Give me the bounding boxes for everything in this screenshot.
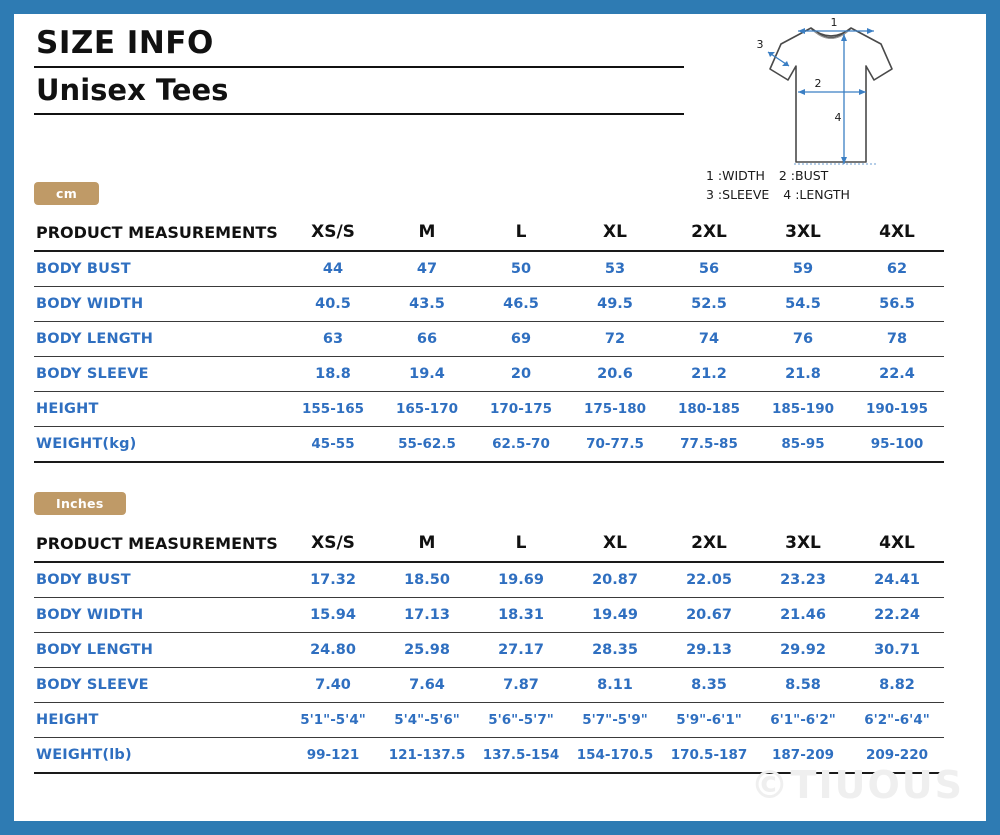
legend-sleeve: 3 :SLEEVE [706, 187, 770, 203]
cm-cell-5-6: 95-100 [850, 427, 944, 463]
diagram-label-4: 4 [834, 111, 842, 124]
cm-cell-1-4: 52.5 [662, 287, 756, 322]
cm-cell-5-5: 85-95 [756, 427, 850, 463]
cm-cell-2-0: 63 [286, 322, 380, 357]
in-col-header-4: XL [568, 525, 662, 562]
cm-cell-3-6: 22.4 [850, 357, 944, 392]
table-row [34, 322, 944, 357]
in-row-label-0: BODY BUST [34, 562, 286, 598]
cm-cell-4-2: 170-175 [474, 392, 568, 427]
legend-line-2 [706, 185, 956, 204]
in-cell-0-2: 19.69 [474, 562, 568, 598]
in-cell-5-0: 99-121 [286, 738, 380, 774]
cm-cell-5-2: 62.5-70 [474, 427, 568, 463]
cm-col-header-3: L [474, 214, 568, 251]
legend-bust: 2 :BUST [778, 168, 829, 183]
cm-cell-2-4: 74 [662, 322, 756, 357]
unit-badge-inches: Inches [34, 492, 126, 515]
legend-length: 4 :LENGTH [783, 187, 850, 203]
in-cell-1-3: 19.49 [568, 598, 662, 633]
in-cell-2-6: 30.71 [850, 633, 944, 668]
unit-badge-cm-wrap [34, 182, 99, 205]
cm-cell-0-4: 56 [662, 251, 756, 287]
title-block [34, 26, 684, 115]
cm-col-header-4: XL [568, 214, 662, 251]
table-row [34, 703, 944, 738]
cm-cell-0-3: 53 [568, 251, 662, 287]
in-cell-2-0: 24.80 [286, 633, 380, 668]
in-row-label-4: HEIGHT [34, 703, 286, 738]
in-row-label-5: WEIGHT(lb) [34, 738, 286, 774]
diagram-label-2: 2 [814, 77, 822, 90]
cm-col-header-2: M [380, 214, 474, 251]
in-cell-1-1: 17.13 [380, 598, 474, 633]
cm-cell-1-3: 49.5 [568, 287, 662, 322]
cm-cell-4-4: 180-185 [662, 392, 756, 427]
in-cell-0-6: 24.41 [850, 562, 944, 598]
diagram-label-3: 3 [756, 38, 764, 51]
in-row-label-1: BODY WIDTH [34, 598, 286, 633]
in-cell-2-5: 29.92 [756, 633, 850, 668]
cm-row-label-5: WEIGHT(kg) [34, 427, 286, 463]
in-cell-3-5: 8.58 [756, 668, 850, 703]
in-col-header-6: 3XL [756, 525, 850, 562]
in-cell-5-6: 209-220 [850, 738, 944, 774]
frame-border-right [986, 0, 1000, 835]
cm-col-header-5: 2XL [662, 214, 756, 251]
cm-row-label-0: BODY BUST [34, 251, 286, 287]
cm-cell-5-4: 77.5-85 [662, 427, 756, 463]
in-cell-4-6: 6'2"-6'4" [850, 703, 944, 738]
in-col-header-0: PRODUCT MEASUREMENTS [34, 525, 286, 562]
cm-row-label-4: HEIGHT [34, 392, 286, 427]
cm-cell-3-3: 20.6 [568, 357, 662, 392]
cm-cell-3-4: 21.2 [662, 357, 756, 392]
table-row [34, 562, 944, 598]
diagram-legend [706, 166, 956, 205]
cm-cell-0-0: 44 [286, 251, 380, 287]
in-col-header-7: 4XL [850, 525, 944, 562]
cm-cell-2-6: 78 [850, 322, 944, 357]
table-row [34, 392, 944, 427]
diagram-label-1: 1 [830, 16, 838, 29]
in-cell-3-2: 7.87 [474, 668, 568, 703]
in-cell-3-6: 8.82 [850, 668, 944, 703]
cm-cell-2-3: 72 [568, 322, 662, 357]
cm-row-label-2: BODY LENGTH [34, 322, 286, 357]
cm-cell-4-1: 165-170 [380, 392, 474, 427]
in-cell-5-2: 137.5-154 [474, 738, 568, 774]
table-row [34, 287, 944, 322]
in-cell-1-5: 21.46 [756, 598, 850, 633]
in-cell-1-4: 20.67 [662, 598, 756, 633]
table-row [34, 633, 944, 668]
cm-cell-2-2: 69 [474, 322, 568, 357]
in-cell-3-4: 8.35 [662, 668, 756, 703]
frame-border-top [0, 0, 1000, 14]
in-cell-5-3: 154-170.5 [568, 738, 662, 774]
content-area [14, 14, 986, 821]
in-cell-3-0: 7.40 [286, 668, 380, 703]
table-row [34, 357, 944, 392]
cm-row-label-3: BODY SLEEVE [34, 357, 286, 392]
cm-cell-4-6: 190-195 [850, 392, 944, 427]
size-table-cm [34, 214, 944, 463]
page-subtitle: Unisex Tees [36, 73, 229, 108]
cm-cell-0-6: 62 [850, 251, 944, 287]
in-cell-0-1: 18.50 [380, 562, 474, 598]
in-cell-0-0: 17.32 [286, 562, 380, 598]
cm-cell-5-3: 70-77.5 [568, 427, 662, 463]
cm-cell-0-5: 59 [756, 251, 850, 287]
cm-cell-4-3: 175-180 [568, 392, 662, 427]
cm-header-row [34, 214, 944, 251]
in-cell-1-2: 18.31 [474, 598, 568, 633]
table-row [34, 427, 944, 463]
unit-badge-cm: cm [34, 182, 99, 205]
in-cell-0-3: 20.87 [568, 562, 662, 598]
in-row-label-3: BODY SLEEVE [34, 668, 286, 703]
cm-cell-5-1: 55-62.5 [380, 427, 474, 463]
cm-cell-4-0: 155-165 [286, 392, 380, 427]
cm-cell-3-5: 21.8 [756, 357, 850, 392]
size-table-inches [34, 525, 944, 774]
in-cell-4-1: 5'4"-5'6" [380, 703, 474, 738]
title-divider-bottom [34, 113, 684, 115]
table-row [34, 668, 944, 703]
legend-line-1 [706, 166, 956, 185]
in-cell-2-1: 25.98 [380, 633, 474, 668]
in-cell-2-4: 29.13 [662, 633, 756, 668]
in-cell-4-4: 5'9"-6'1" [662, 703, 756, 738]
page-title: SIZE INFO [36, 25, 214, 61]
cm-row-label-1: BODY WIDTH [34, 287, 286, 322]
frame-border-bottom [0, 821, 1000, 835]
cm-cell-2-5: 76 [756, 322, 850, 357]
legend-width: 1 :WIDTH [706, 168, 765, 183]
cm-cell-2-1: 66 [380, 322, 474, 357]
cm-cell-1-2: 46.5 [474, 287, 568, 322]
in-cell-4-2: 5'6"-5'7" [474, 703, 568, 738]
cm-cell-5-0: 45-55 [286, 427, 380, 463]
in-col-header-5: 2XL [662, 525, 756, 562]
in-cell-2-3: 28.35 [568, 633, 662, 668]
in-col-header-1: XS/S [286, 525, 380, 562]
in-cell-3-1: 7.64 [380, 668, 474, 703]
in-cell-3-3: 8.11 [568, 668, 662, 703]
cm-cell-3-1: 19.4 [380, 357, 474, 392]
cm-cell-3-0: 18.8 [286, 357, 380, 392]
in-cell-1-6: 22.24 [850, 598, 944, 633]
in-cell-4-3: 5'7"-5'9" [568, 703, 662, 738]
in-cell-0-4: 22.05 [662, 562, 756, 598]
in-cell-5-5: 187-209 [756, 738, 850, 774]
in-cell-4-5: 6'1"-6'2" [756, 703, 850, 738]
watermark: ©TIUOUS [750, 763, 964, 807]
in-row-label-2: BODY LENGTH [34, 633, 286, 668]
in-cell-5-1: 121-137.5 [380, 738, 474, 774]
in-cell-0-5: 23.23 [756, 562, 850, 598]
in-col-header-2: M [380, 525, 474, 562]
cm-col-header-6: 3XL [756, 214, 850, 251]
cm-col-header-7: 4XL [850, 214, 944, 251]
cm-cell-1-0: 40.5 [286, 287, 380, 322]
inches-header-row [34, 525, 944, 562]
frame-border-left [0, 0, 14, 835]
cm-cell-4-5: 185-190 [756, 392, 850, 427]
cm-col-header-1: XS/S [286, 214, 380, 251]
in-cell-2-2: 27.17 [474, 633, 568, 668]
cm-cell-1-1: 43.5 [380, 287, 474, 322]
in-cell-4-0: 5'1"-5'4" [286, 703, 380, 738]
cm-cell-0-1: 47 [380, 251, 474, 287]
table-row [34, 598, 944, 633]
unit-badge-inches-wrap [34, 492, 126, 515]
cm-cell-0-2: 50 [474, 251, 568, 287]
in-cell-1-0: 15.94 [286, 598, 380, 633]
in-cell-5-4: 170.5-187 [662, 738, 756, 774]
table-row [34, 251, 944, 287]
in-col-header-3: L [474, 525, 568, 562]
cm-cell-1-5: 54.5 [756, 287, 850, 322]
cm-cell-1-6: 56.5 [850, 287, 944, 322]
cm-col-header-0: PRODUCT MEASUREMENTS [34, 214, 286, 251]
cm-cell-3-2: 20 [474, 357, 568, 392]
